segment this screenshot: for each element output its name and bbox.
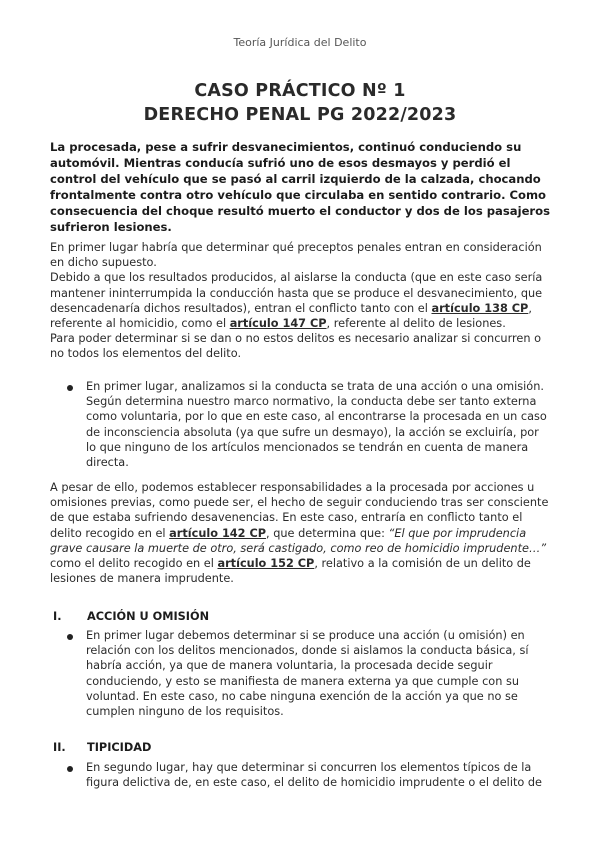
paragraph [50, 270, 550, 331]
text-run: , referente al homicidio, como el [50, 301, 532, 331]
text-run: Debido a que los resultados producidos, al aislarse la conducta (que en este caso sería mantener ininterrumpida la conducción hasta que se produce el desvanecimiento, que desencadenaría dichos resultados), entran el conflicto tanto con el [50, 271, 543, 315]
section-title: ACCIÓN U OMISIÓN [87, 610, 210, 623]
section-heading-tipicidad [53, 741, 151, 754]
bullet-dot [67, 385, 73, 391]
article-152-link[interactable]: artículo 152 CP [217, 557, 315, 571]
running-header: Teoría Jurídica del Delito [233, 36, 367, 49]
paragraph-imprudence [50, 480, 550, 586]
bullet-dot [67, 634, 73, 640]
bullet-item: En segundo lugar, hay que determinar si concurren los elementos típicos de la figura delictiva de, en este caso, el delito de homicidio imprudente o el delito de [86, 761, 543, 790]
document-title: CASO PRÁCTICO Nº 1 [194, 81, 406, 101]
text-run: , que determina que: [266, 526, 389, 540]
bullet-item: En primer lugar debemos determinar si se produce una acción (u omisión) en relación con los delitos mencionados, donde si aislamos la conducta básica, sí habría acción, ya que de manera voluntaria, la procesada decide seguir conduciendo, y esto se manifiesta de manera externa ya que cumple con su voluntad. En este caso, no cabe ninguna exención de la acción ya que no se cumplen ninguno de los requisitos. [86, 629, 529, 719]
section-number: I. [53, 610, 62, 623]
paragraph: Para poder determinar si se dan o no estos delitos es necesario analizar si concurren o no todos los elementos del delito. [50, 332, 542, 361]
article-138-link[interactable]: artículo 138 CP [431, 301, 529, 315]
paragraph [50, 480, 550, 586]
document-subtitle: DERECHO PENAL PG 2022/2023 [143, 105, 457, 125]
section-heading-accion [53, 610, 209, 623]
text-run: como el delito recogido en el [50, 557, 218, 571]
bullet-item: En primer lugar, analizamos si la conducta se trata de una acción o una omisión. Según determina nuestro marco normativo, la conducta debe ser tanto externa como voluntaria, por lo que en este caso, al encontrarse la procesada en un caso de inconsciencia absoluta (ya que sufre un desmayo), la acción se excluiría, por lo que ninguno de los artículos mencionados se tendrán en cuenta de manera directa. [86, 380, 547, 470]
paragraph: En primer lugar habría que determinar qué preceptos penales entran en consideración en dicho supuesto. [50, 241, 542, 270]
bullet-dot [67, 766, 73, 772]
case-statement: La procesada, pese a sufrir desvanecimientos, continuó conduciendo su automóvil. Mientras conducía sufrió uno de esos desmayos y perdió el control del vehículo que se pasó al carril izquierdo de la calzada, chocando frontalmente contra otro vehículo que circulaba en sentido contrario. Como consecuencia del choque resultó muerto el conductor y dos de los pasajeros sufrieron lesiones. [50, 140, 551, 234]
analysis-intro [50, 240, 550, 362]
section-number: II. [53, 741, 66, 754]
section-title: TIPICIDAD [87, 741, 152, 754]
text-run: A pesar de ello, podemos establecer responsabilidades a la procesada por acciones u omisiones previas, como puede ser, el hecho de seguir conduciendo tras ser consciente de que estaba sufriendo desavenencias. En este caso, entraría en conflicto tanto el delito recogido en el [50, 481, 549, 540]
text-run: , relativo a la comisión de un delito de lesiones de manera imprudente. [50, 557, 531, 586]
legal-quote: “El que por imprudencia grave causare la muerte de otro, será castigado, como reo de homicidio imprudente…” [50, 526, 547, 555]
article-147-link[interactable]: artículo 147 CP [229, 317, 327, 331]
text-run: , referente al delito de lesiones. [326, 317, 506, 331]
article-142-link[interactable]: artículo 142 CP [169, 526, 267, 540]
